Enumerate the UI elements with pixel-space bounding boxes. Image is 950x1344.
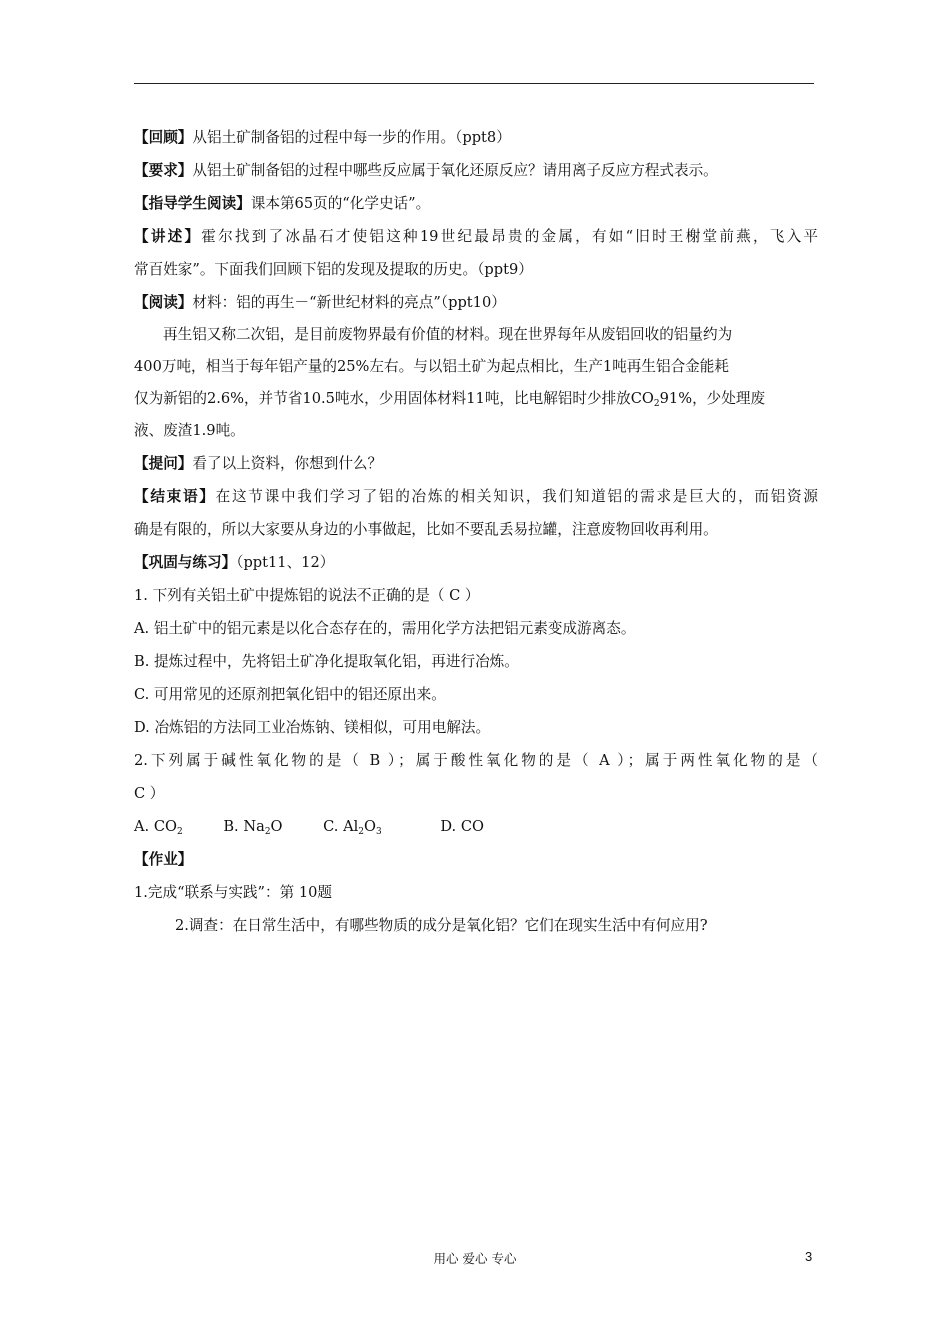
reading-text: 材料：铝的再生－“新世纪材料的亮点”（ppt10） [192, 294, 506, 311]
paragraph-line-3 [134, 383, 818, 415]
q1-option-d: D. 冶炼铝的方法同工业冶炼钠、镁相似，可用电解法。 [134, 719, 491, 736]
question-text: 看了以上资料，你想到什么？ [192, 455, 383, 472]
q1-option-b: B. 提炼过程中，先将铝土矿净化提取氧化铝，再进行冶炼。 [134, 653, 519, 670]
question-line [134, 447, 818, 480]
lecture-label: 【讲述】 [134, 228, 202, 245]
requirement-label: 【要求】 [134, 162, 193, 179]
q2-option-a: A. $CO_2$ [134, 818, 183, 837]
review-label: 【回顾】 [134, 129, 193, 146]
page-number: 3 [805, 1249, 813, 1264]
paragraph-line-3-a: 仅为新铝的2.6%，并节省10.5吨水，少用固体材料11吨，比电解铝时少排放CO [134, 390, 654, 407]
paragraph-line-4: 液、废渣1.9吨。 [134, 422, 245, 439]
guide-reading-line [134, 187, 818, 220]
requirement-line [134, 154, 818, 187]
homework-item-2: 2.调查：在日常生活中，有哪些物质的成分是氧化铝？它们在现实生活中有何应用? [175, 917, 708, 934]
conclusion-line-1 [134, 480, 818, 513]
practice-line [134, 546, 818, 579]
homework-item-1: 1.完成“联系与实践”：第 10题 [134, 884, 332, 901]
homework-label: 【作业】 [134, 851, 193, 868]
q1-option-c: C. 可用常见的还原剂把氧化铝中的铝还原出来。 [134, 686, 446, 703]
q2-options [134, 810, 818, 843]
practice-label: 【巩固与练习】 [134, 554, 237, 571]
paragraph-line-3-b: 91%，少处理废 [659, 390, 766, 407]
homework-heading [134, 843, 818, 876]
q2-stem-line-1: 2.下列属于碱性氧化物的是（ B ）；属于酸性氧化物的是（ A ）；属于两性氧化物的是（ [134, 752, 818, 769]
lecture-line-1 [134, 220, 818, 253]
footer-motto: 用心 爱心 专心 [433, 1251, 517, 1266]
paragraph-line-2: 400万吨，相当于每年铝产量的25%左右。与以铝土矿为起点相比，生产1吨再生铝合金能耗 [134, 358, 729, 375]
reading-line [134, 286, 818, 319]
q2-stem-line-2: C ） [134, 785, 165, 802]
lecture-text-1: 霍尔找到了冰晶石才使铝这种19世纪最昂贵的金属，有如“旧时王榭堂前燕，飞入平 [201, 228, 818, 245]
guide-reading-label: 【指导学生阅读】 [134, 195, 251, 212]
question-label: 【提问】 [134, 455, 193, 472]
paragraph-line-1: 再生铝又称二次铝，是目前废物界最有价值的材料。现在世界每年从废铝回收的铝量约为 [163, 326, 733, 343]
conclusion-text-1: 在这节课中我们学习了铝的冶炼的相关知识，我们知道铝的需求是巨大的，而铝资源 [215, 488, 818, 505]
review-line [134, 121, 818, 154]
reading-label: 【阅读】 [134, 294, 193, 311]
q2-option-c: C. $Al_2O_3$ [323, 818, 382, 837]
review-text: 从铝土矿制备铝的过程中每一步的作用。（ppt8） [192, 129, 511, 146]
requirement-text: 从铝土矿制备铝的过程中哪些反应属于氧化还原反应？请用离子反应方程式表示。 [192, 162, 718, 179]
q1-stem: 1. 下列有关铝土矿中提炼铝的说法不正确的是（ C ） [134, 587, 480, 604]
practice-text: （ppt11、12） [236, 554, 335, 571]
guide-reading-text: 课本第65页的“化学史话”。 [250, 195, 431, 212]
co2-subscript: 2 [653, 399, 660, 409]
conclusion-label: 【结束语】 [134, 488, 216, 505]
q2-option-d: D. CO [440, 818, 484, 835]
header-rule [134, 83, 814, 84]
q1-option-a: A. 铝土矿中的铝元素是以化合态存在的，需用化学方法把铝元素变成游离态。 [134, 620, 636, 637]
lecture-line-2: 常百姓家”。下面我们回顾下铝的发现及提取的历史。（ppt9） [134, 261, 533, 278]
q2-option-b: B. $Na_2O$ [223, 818, 283, 837]
page-content [134, 121, 818, 942]
conclusion-line-2: 确是有限的，所以大家要从身边的小事做起，比如不要乱丢易拉罐，注意废物回收再利用。 [134, 521, 718, 538]
